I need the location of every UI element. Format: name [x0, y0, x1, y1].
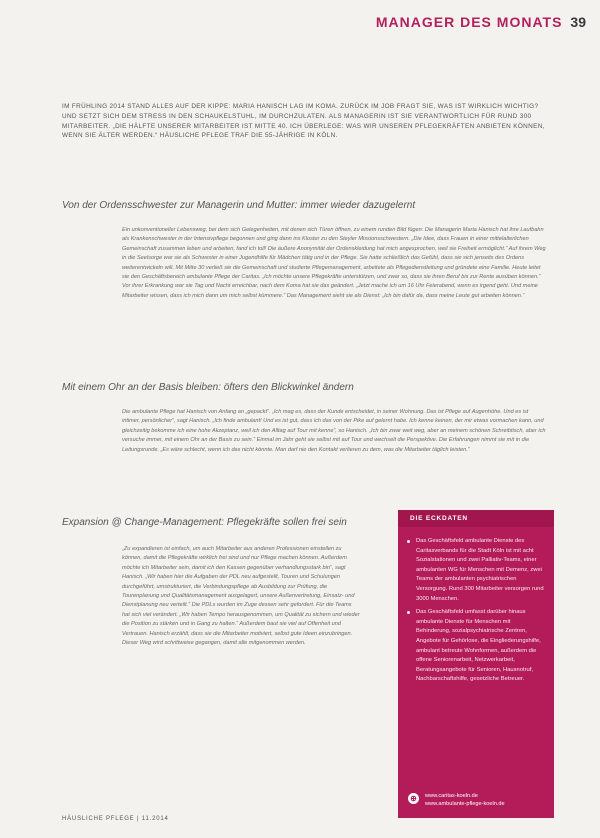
link-ambulante-pflege[interactable]: www.ambulante-pflege-koeln.de: [425, 801, 505, 807]
list-item: Das Geschäftsfeld ambulante Dienste des Caritasverbands für die Stadt Köln ist mit acht Sozialstationen und zwei Palliativ-Teams, einer ambulanten WG für Menschen mit Demenz, zwei Teams der ambulanten psychiatrischen Versorgung. Rund 300 Mitarbeiter versorgen rund 3000 Menschen.: [416, 537, 544, 604]
section-body-3: „Zu expandieren ist einfach, um auch Mitarbeiter aus anderen Professionen einstellen zu können, damit die Pflegekräfte wirklich frei sind und nur Pflege machen können. Außerdem möchte ich Mitarbeiter sein, damit ich den Kassen gegenüber verhandlungsstark bin“, sagt Hanisch. „Wir haben hier die Aufgaben der PDL neu aufgestellt, Touren und Schulungen durchgeführt, umstrukturiert, die Verbindungspflege ab Ausbildung zur Prüfung, die Tourenplanung und Qualitätsmanagement ausgelagert, unsere Außenvertretung, Einsatz- und Dienstplanung neu verteilt.“ Die PDLs wurden im Zuge dessen sehr gefordert. Für die Teams hat sich viel verändert. „Wir haben Tempo herausgenommen, um Qualität zu sichern und wieder die Position zu stärken und in Gang zu halten.“ Außerdem baut sie viel auf Offenheit und Vertrauen. Hanisch erzählt, dass sie die Mitarbeiter motiviert, selbst gute Ideen einzubringen. Dieser Weg wird schrittweise gegangen, damit alle mitgenommen werden.: [122, 546, 360, 647]
link-caritas[interactable]: www.caritas-koeln.de: [425, 793, 478, 799]
section-body-2: Die ambulante Pflege hat Hanisch von Anfang an „gepackt“. „Ich mag es, dass der Kunde entscheidet, in seiner Wohnung. Das ist Pflege auf Augenhöhe. Und es ist intimer, persönlicher“, sagt Hanisch. „Ich finde ambulant! Und es ist gut, dass ich das von der Pike auf gelernt habe. Ich kenne keinen, der mir etwas vormachen kann, und gleichzeitig bekomme ich eine hohe Akzeptanz, weil ich den Alltag auf Tour mit kenne“, so Hanisch. „Ich bin zwar weit weg, aber an meinem schönen Schreibtisch, aber ich versuche immer, mit einem Ohr an der Basis zu sein.“ Einmal im Jahr geht sie selbst mit auf Tour und wechselt die Perspektive. Die Erfahrungen nimmt sie mit in die Leitungsrunde. „Es wäre schlecht, wenn ich das nicht könnte. Man darf nie den Kontakt verlieren zu dem, was die Mitarbeiter täglich leisten.“: [122, 409, 546, 453]
section-heading-1: Von der Ordensschwester zur Managerin und Mutter: immer wieder dazugelernt: [62, 200, 416, 211]
page-footer: HÄUSLICHE PFLEGE | 11.2014: [62, 816, 169, 822]
section-title: MANAGER DES MONATS: [375, 14, 563, 30]
lead-paragraph: IM FRÜHLING 2014 STAND ALLES AUF DER KIPPE: MARIA HANISCH LAG IM KOMA. ZURÜCK IM JOB FRAGT SIE, WAS IST WIRKLICH WICHTIG? UND SETZT SICH DEM STRESS IN DEN SCHAUKELSTUHL, IM DURCHZULATEN. ALS MANAGERIN IST SIE VERANTWORTLICH FÜR RUND 300 MITARBEITER. „DIE HÄLFTE UNSERER MITARBEITER IST MITTE 40. ICH ÜBERLEGE: WAS WIR UNSEREN PFLEGEKRÄFTEN ANBIETEN KÖNNEN, WENN SIE ÄLTER WERDEN.“ HÄUSLICHE PFLEGE TRAF DIE 55-JÄHRIGE IN KÖLN.: [62, 103, 545, 140]
page-number: 39: [570, 14, 586, 30]
sidebar-links: [408, 792, 546, 808]
page-header: [376, 14, 586, 30]
section-heading-2: Mit einem Ohr an der Basis bleiben: öfters den Blickwinkel ändern: [62, 382, 354, 393]
link-list: [425, 792, 505, 808]
list-item: Das Geschäftsfeld umfasst darüber hinaus ambulante Dienste für Menschen mit Behinderung, sozialpsychiatrische Zentren, Angebote für Gehörlose, die Eingliederungshilfe, ambulant betreute Wohnformen, außerdem die offene Seniorenarbeit, Netzwerkarbeit, Beratungsangebote für Senioren, Hausnotruf, Nachbarschaftshilfe, gesetzliche Betreuer.: [416, 608, 544, 685]
globe-icon: ⊕: [408, 793, 419, 804]
section-body-1: Ein unkonventioneller Lebensweg, bei dem sich Gelegenheiten, mit denen sich Türen öffnen, zu einem runden Bild fügen: Die Managerin Maria Hanisch hat ihre Laufbahn als Krankenschwester in der Intensivpflege begonnen und ging dann ins Kloster zu den Steyler Missionsschwestern. „Die Idee, dass Frauen in einer mittelalterlichen Gemeinschaft zusammen leben und arbeiten, fand ich toll! Die äußere Anonymität der Ordenskleidung hat mich angesprochen, weil sie Freiheit ermöglicht.“ Auf ihrem Weg in die Seelsorge war sie als Schwester in einer Jugendhilfe für Mädchen tätig und in der Pflege. Sie hatte schließlich das Gefühl, dass sie sich jenseits des Ordens weiterentwickeln will. Mit Mitte 30 verließ sie die Gemeinschaft und studierte Pflegemanagement, arbeitete als Pflegedienstleitung und gründete eine Familie. Heute leitet sie den Geschäftsbereich ambulante Pflege der Caritas. „Ich möchte unsere Pflegekräfte unterstützen, und zwar so, dass sie ihren Beruf bis zur Rente ausüben können.“ Vor ihrer Erkrankung war sie Tag und Nacht erreichbar, nach dem Koma hat sie das geändert. „Jetzt mache ich um 16 Uhr Feierabend, wenn es irgend geht. Und meine Mitarbeiter wissen, dass ich mich dann um mich selbst kümmere.“ Das Management sieht sie als Dienst: „Ich bin dafür da, dass meine Leute gut arbeiten können.“: [122, 227, 546, 299]
facts-sidebar: [398, 510, 554, 818]
section-heading-3: Expansion @ Change-Management: Pflegekräfte sollen frei sein: [62, 517, 347, 528]
sidebar-title: DIE ECKDATEN: [398, 510, 554, 527]
facts-list: [398, 537, 554, 685]
